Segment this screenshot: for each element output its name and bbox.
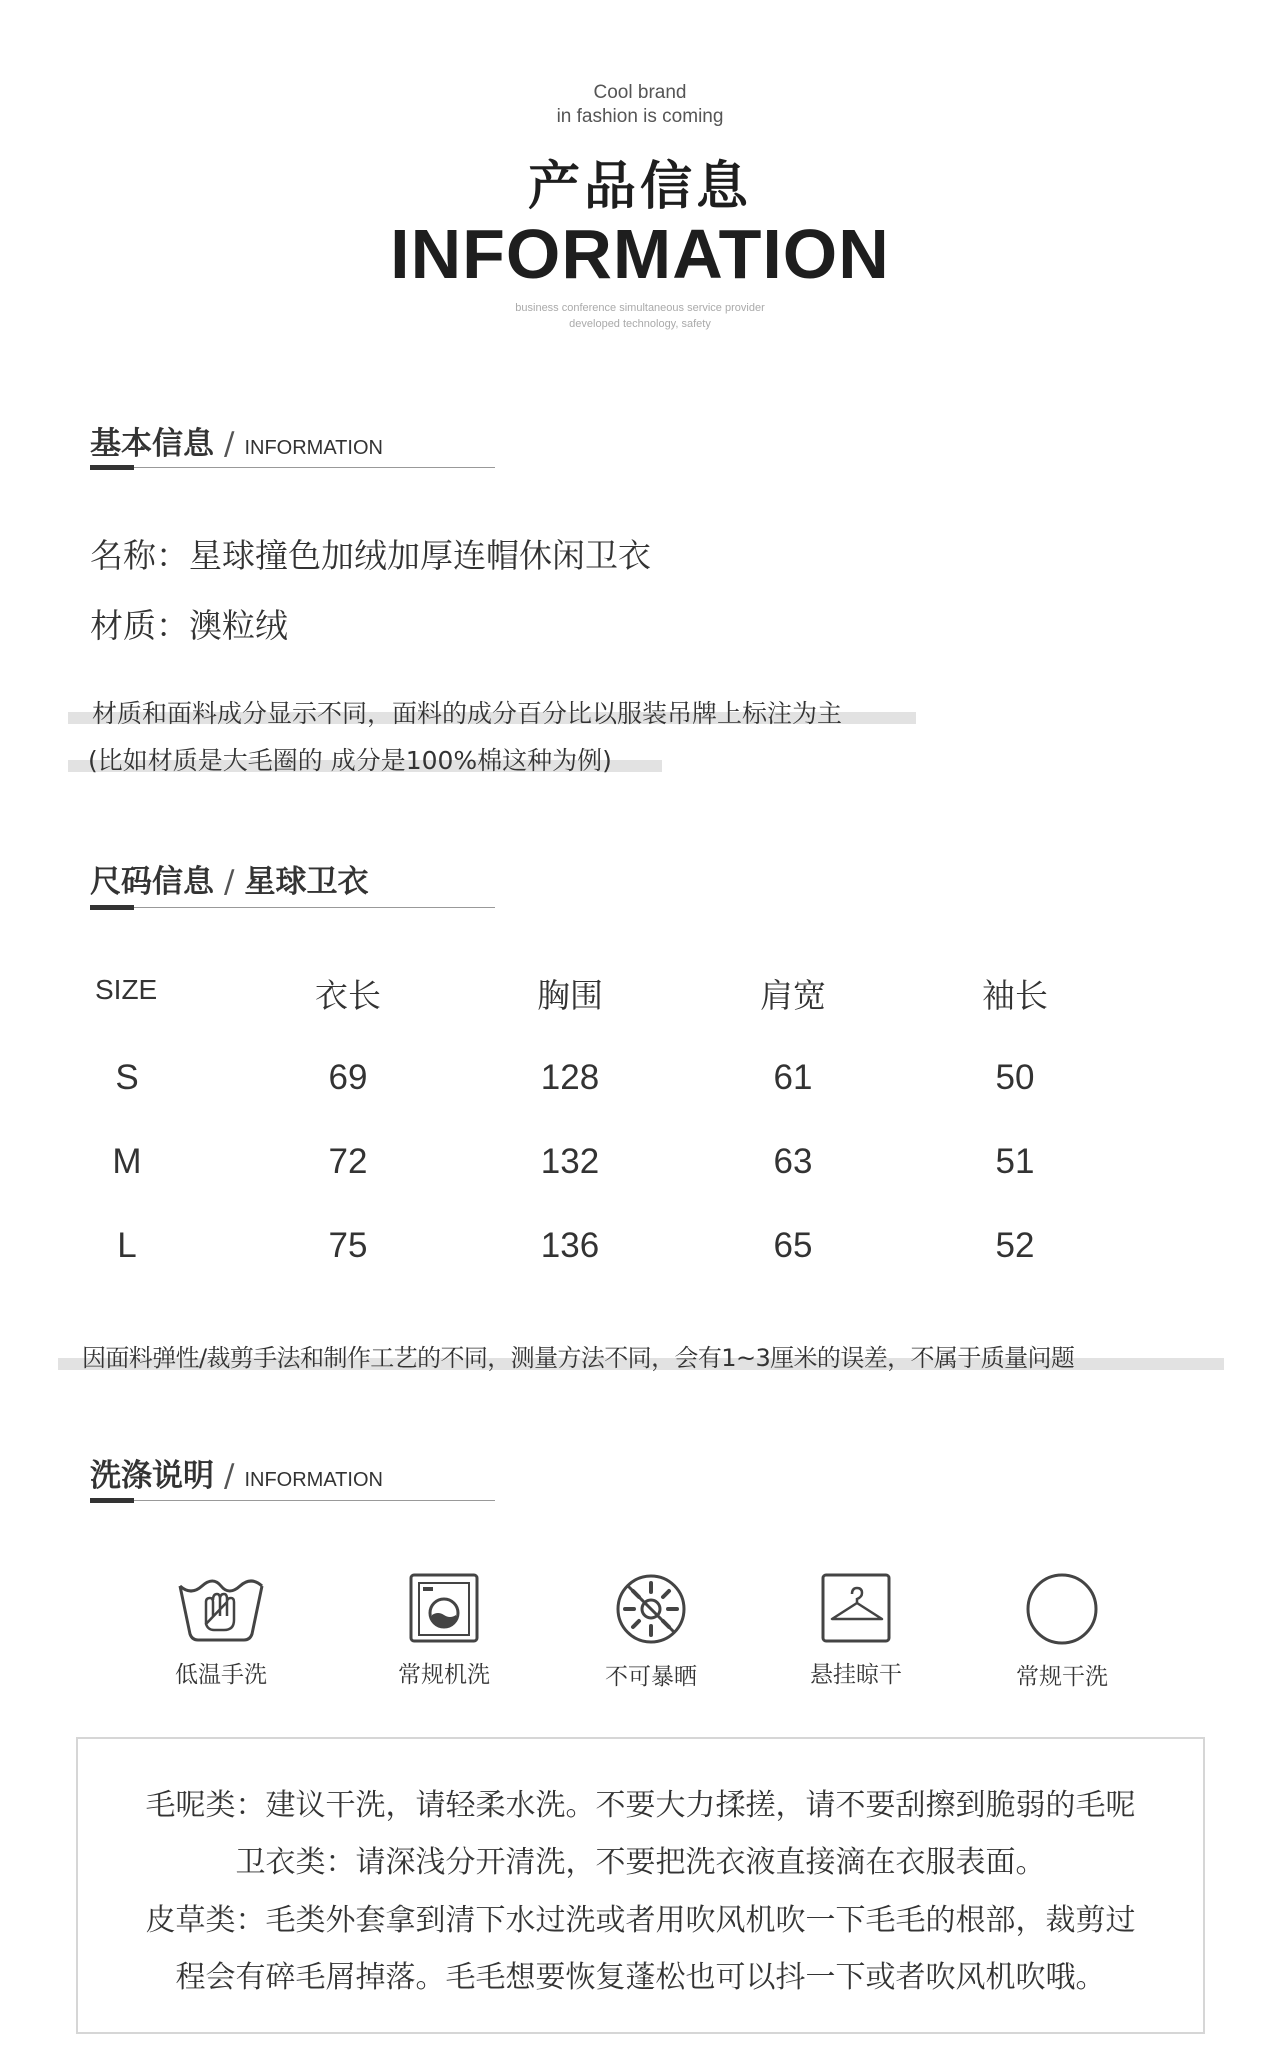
- dry-clean-icon: [1025, 1572, 1099, 1646]
- table-cell: 136: [540, 1226, 600, 1265]
- heading-slash: /: [224, 426, 235, 462]
- section-divider: [90, 467, 495, 468]
- table-cell: 69: [328, 1058, 368, 1097]
- table-cell: 61: [773, 1058, 813, 1097]
- section-divider-accent: [90, 465, 134, 470]
- no-sun-icon: [614, 1572, 688, 1646]
- care-instruction-line: 皮草类：毛类外套拿到清下水过洗或者用吹风机吹一下毛毛的根部，裁剪过: [145, 1903, 1136, 1938]
- care-item-dry-clean: [987, 1572, 1137, 1691]
- slogan-line-1: Cool brand: [593, 82, 687, 103]
- product-material: 材质：澳粒绒: [90, 606, 288, 645]
- column-header-chest: 胸围: [537, 976, 603, 1015]
- column-header-shoulder: 肩宽: [760, 976, 826, 1015]
- column-header-length: 衣长: [315, 976, 381, 1015]
- basic-info-heading: [90, 418, 383, 462]
- section-divider: [90, 907, 495, 908]
- care-instruction-line: 程会有碎毛屑掉落。毛毛想要恢复蓬松也可以抖一下或者吹风机吹哦。: [175, 1960, 1106, 1995]
- size-info-heading: [90, 856, 369, 900]
- care-info-heading: [90, 1450, 383, 1494]
- care-item-hang-dry: [781, 1572, 931, 1689]
- page-title-cn: 产品信息: [527, 157, 752, 217]
- hand-wash-icon: [176, 1572, 266, 1644]
- table-cell: 72: [328, 1142, 368, 1181]
- measurement-note: 因面料弹性/裁剪手法和制作工艺的不同，测量方法不同，会有1~3厘米的误差，不属于质量问题: [82, 1344, 1075, 1372]
- table-cell: 128: [540, 1058, 600, 1097]
- basic-info-heading-cn: 基本信息: [90, 426, 214, 462]
- size-info-heading-sub: 星球卫衣: [244, 864, 369, 900]
- section-divider-accent: [90, 1498, 134, 1503]
- hang-dry-icon: [820, 1572, 892, 1644]
- column-header-size: SIZE: [95, 974, 158, 1005]
- product-name: 名称：星球撞色加绒加厚连帽休闲卫衣: [90, 536, 651, 575]
- table-cell: 52: [995, 1226, 1035, 1265]
- table-cell: 132: [540, 1142, 600, 1181]
- care-info-heading-en: INFORMATION: [244, 1469, 383, 1491]
- care-label: 不可暴晒: [605, 1664, 697, 1690]
- care-label: 常规机洗: [398, 1662, 490, 1688]
- slogan-line-2: in fashion is coming: [556, 106, 724, 127]
- care-item-hand-wash: [146, 1572, 296, 1689]
- table-cell: 63: [773, 1142, 813, 1181]
- table-cell: M: [112, 1142, 142, 1181]
- care-info-heading-cn: 洗涤说明: [90, 1458, 214, 1494]
- machine-wash-icon: [408, 1572, 480, 1644]
- care-item-machine-wash: [369, 1572, 519, 1689]
- column-header-sleeve: 袖长: [982, 976, 1048, 1015]
- table-cell: 75: [328, 1226, 368, 1265]
- table-cell: L: [117, 1226, 137, 1265]
- care-label: 悬挂晾干: [810, 1662, 902, 1688]
- material-note-line-2: (比如材质是大毛圈的 成分是100%棉这种为例): [88, 746, 612, 775]
- care-item-no-sun: [576, 1572, 726, 1691]
- size-info-heading-cn: 尺码信息: [90, 864, 214, 900]
- section-divider-accent: [90, 905, 134, 910]
- table-cell: 50: [995, 1058, 1035, 1097]
- heading-slash: /: [224, 1458, 235, 1494]
- table-cell: 65: [773, 1226, 813, 1265]
- heading-slash: /: [224, 864, 235, 900]
- table-cell: 51: [995, 1142, 1035, 1181]
- table-cell: S: [115, 1058, 139, 1097]
- page-title-en: INFORMATION: [390, 215, 890, 293]
- fine-print-line-1: business conference simultaneous service provider: [515, 302, 765, 314]
- fine-print-line-2: developed technology, safety: [569, 318, 711, 330]
- care-instruction-line: 毛呢类：建议干洗，请轻柔水洗。不要大力揉搓，请不要刮擦到脆弱的毛呢: [145, 1788, 1136, 1823]
- care-instruction-line: 卫衣类：请深浅分开清洗，不要把洗衣液直接滴在衣服表面。: [235, 1845, 1046, 1880]
- care-label: 常规干洗: [1016, 1664, 1108, 1690]
- basic-info-heading-en: INFORMATION: [244, 437, 383, 459]
- material-note-line-1: 材质和面料成分显示不同，面料的成分百分比以服装吊牌上标注为主: [92, 699, 843, 728]
- care-label: 低温手洗: [175, 1662, 267, 1688]
- section-divider: [90, 1500, 495, 1501]
